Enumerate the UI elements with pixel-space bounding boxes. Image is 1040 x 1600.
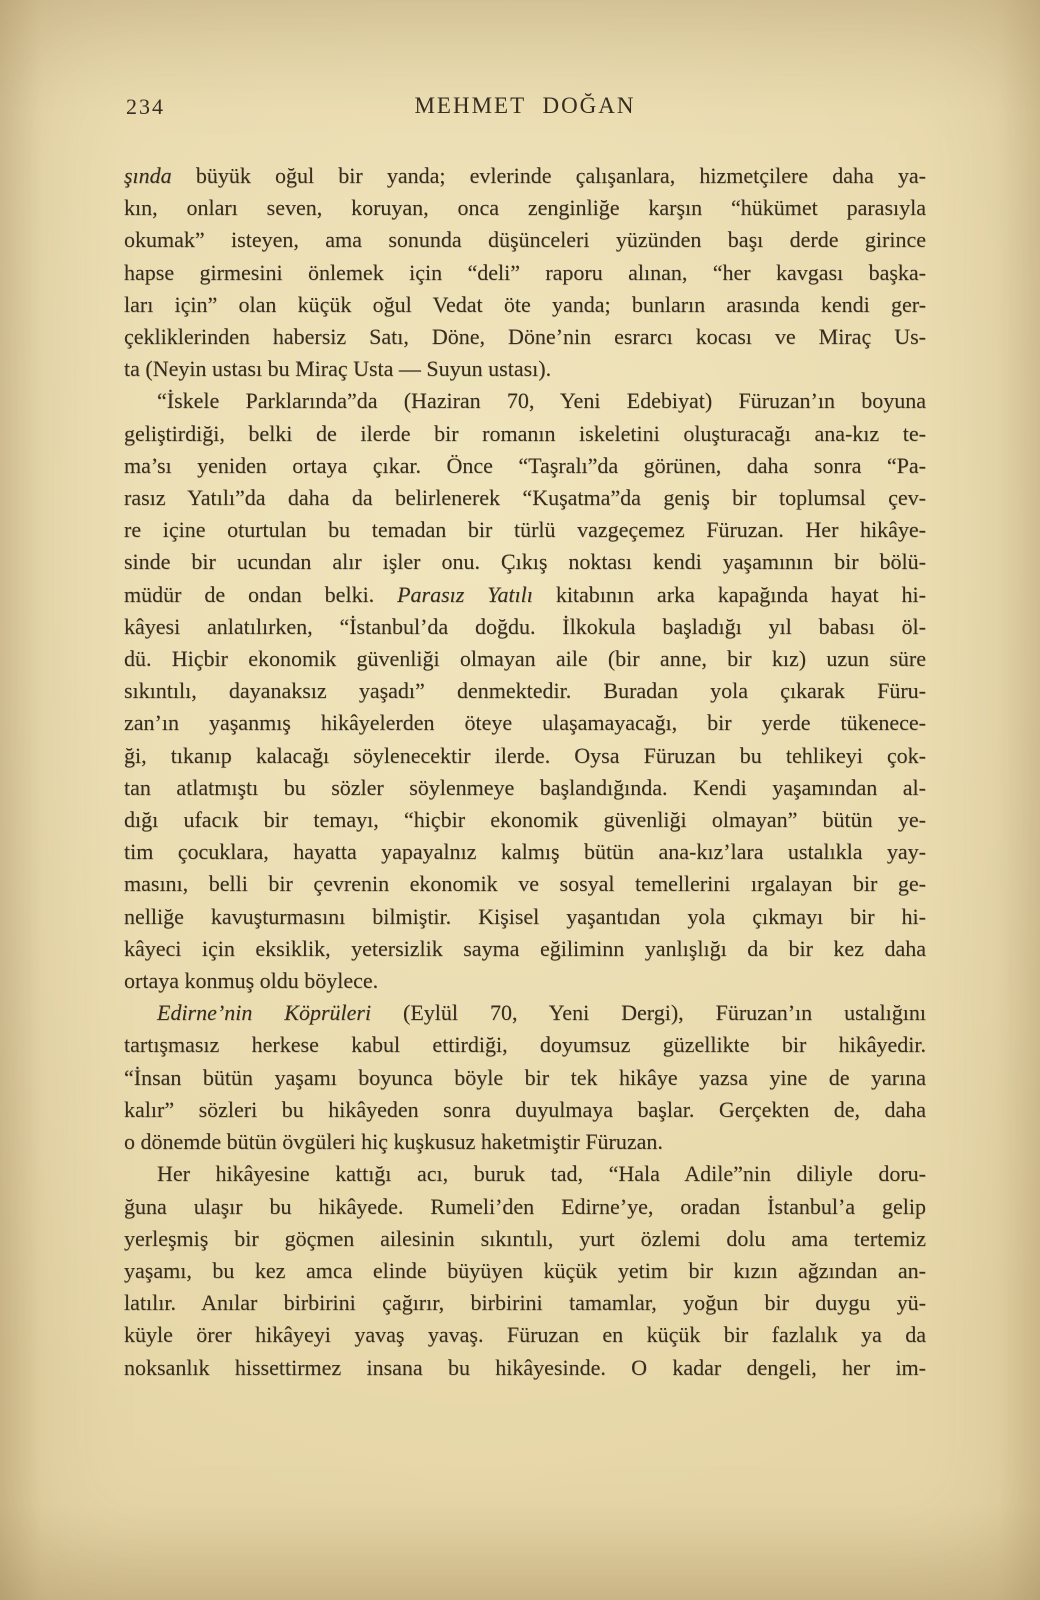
text-line bbox=[124, 289, 926, 321]
text-segment: geliştirdiği, belki de ilerde bir romanın iskeletini oluşturacağı ana-kız te- bbox=[124, 420, 926, 446]
text-segment: dü. Hiçbir ekonomik güvenliği olmayan aile (bir anne, bir kız) uzun süre bbox=[124, 646, 926, 672]
text-line bbox=[124, 321, 926, 353]
text-segment: kın, onları seven, koruyan, onca zenginliğe karşın “hükümet parasıyla bbox=[124, 195, 926, 221]
text-line bbox=[124, 257, 926, 289]
text-segment: “İskele Parklarında”da (Haziran 70, Yeni Edebiyat) Füruzan’ın boyuna bbox=[157, 388, 926, 414]
text-segment: tim çocuklara, hayatta yapayalnız kalmış bütün ana-kız’lara ustalıkla yay- bbox=[124, 839, 926, 865]
text-line bbox=[124, 1352, 926, 1384]
text-segment: ortaya konmuş oldu böylece. bbox=[124, 968, 379, 994]
text-segment: kâyeci için eksiklik, yetersizlik sayma eğiliminn yanlışlığı da bir kez daha bbox=[124, 935, 926, 961]
text-segment: müdür de ondan belki. bbox=[124, 581, 398, 607]
text-segment: sıkıntılı, dayanaksız yaşadı” denmektedir. Buradan yola çıkarak Füru- bbox=[124, 678, 926, 704]
paragraph bbox=[124, 1158, 926, 1383]
text-segment: tartışmasız herkese kabul ettirdiği, doyumsuz güzellikte bir hikâyedir. bbox=[124, 1032, 926, 1058]
text-line bbox=[124, 901, 926, 933]
text-segment: ği, tıkanıp kalacağı söylenecektir ilerde. Oysa Füruzan bu tehlikeyi çok- bbox=[124, 742, 926, 768]
text-segment: kâyesi anlatılırken, “İstanbul’da doğdu. İlkokula başladığı yıl babası öl- bbox=[124, 613, 926, 639]
text-segment: büyük oğul bir yanda; evlerinde çalışanlara, hizmetçilere daha ya- bbox=[171, 163, 926, 188]
paragraph bbox=[124, 997, 926, 1158]
text-segment: noksanlık hissettirmez insana bu hikâyesinde. O kadar dengeli, her im- bbox=[124, 1354, 926, 1380]
italic-text-segment: Parasız Yatılı bbox=[397, 581, 533, 607]
text-line bbox=[124, 579, 926, 611]
text-segment: re içine oturtulan bu temadan bir türlü vazgeçemez Füruzan. Her hikâye- bbox=[124, 517, 926, 543]
text-line bbox=[124, 1319, 926, 1351]
paragraph bbox=[124, 160, 926, 385]
text-line bbox=[124, 836, 926, 868]
text-line bbox=[124, 385, 926, 417]
page-number: 234 bbox=[126, 94, 165, 119]
italic-text-segment: Edirne’nin Köprüleri bbox=[157, 1000, 372, 1026]
text-line bbox=[124, 1029, 926, 1061]
text-segment: (Eylül 70, Yeni Dergi), Füruzan’ın ustalığını bbox=[371, 1000, 926, 1026]
text-line bbox=[124, 192, 926, 224]
text-line bbox=[124, 546, 926, 578]
text-line bbox=[124, 224, 926, 256]
text-segment: o dönemde bütün övgüleri hiç kuşkusuz haketmiştir Füruzan. bbox=[124, 1129, 663, 1155]
text-line bbox=[124, 1255, 926, 1287]
text-line bbox=[124, 611, 926, 643]
text-segment: yaşamı, bu kez amca elinde büyüyen küçük yetim bir kızın ağzından an- bbox=[124, 1257, 926, 1283]
text-line bbox=[124, 482, 926, 514]
paragraph bbox=[124, 385, 926, 997]
text-line bbox=[124, 514, 926, 546]
running-header-title: MEHMET DOĞAN bbox=[414, 93, 636, 118]
text-segment: kalır” sözleri bu hikâyeden sonra duyulmaya başlar. Gerçekten de, daha bbox=[124, 1096, 926, 1122]
text-line bbox=[124, 1223, 926, 1255]
text-line bbox=[124, 997, 926, 1029]
text-line bbox=[124, 707, 926, 739]
page-body-text bbox=[124, 160, 926, 1384]
text-line bbox=[124, 965, 926, 997]
text-line bbox=[124, 1158, 926, 1190]
text-segment: Her hikâyesine kattığı acı, buruk tad, “Hala Adile”nin diliyle doru- bbox=[157, 1161, 926, 1187]
text-line bbox=[124, 772, 926, 804]
text-segment: latılır. Anılar birbirini çağırır, birbirini tamamlar, yoğun bir duygu yü- bbox=[124, 1290, 926, 1316]
text-segment: “İnsan bütün yaşamı boyunca böyle bir tek hikâye yazsa yine de yarına bbox=[124, 1064, 926, 1090]
text-segment: dığı ufacık bir temayı, “hiçbir ekonomik güvenliği olmayan” bütün ye- bbox=[124, 807, 926, 833]
text-segment: ta (Neyin ustası bu Miraç Usta — Suyun ustası). bbox=[124, 356, 552, 382]
text-line bbox=[124, 160, 926, 192]
text-segment: zan’ın yaşanmış hikâyelerden öteye ulaşamayacağı, bir yerde tükenece- bbox=[124, 710, 926, 736]
text-line bbox=[124, 740, 926, 772]
text-segment: çekliklerinden habersiz Satı, Döne, Döne’nin esrarcı kocası ve Miraç Us- bbox=[124, 324, 926, 350]
text-segment: sinde bir ucundan alır işler onu. Çıkış noktası kendi yaşamının bir bölü- bbox=[124, 549, 926, 575]
text-line bbox=[124, 675, 926, 707]
text-segment: ları için” olan küçük oğul Vedat öte yanda; bunların arasında kendi ger- bbox=[124, 291, 926, 317]
text-line bbox=[124, 643, 926, 675]
text-line bbox=[124, 933, 926, 965]
text-segment: ma’sı yeniden ortaya çıkar. Önce “Taşralı”da görünen, daha sonra “Pa- bbox=[124, 452, 926, 478]
text-line bbox=[124, 804, 926, 836]
text-line bbox=[124, 353, 926, 385]
text-line bbox=[124, 1126, 926, 1158]
text-segment: nelliğe kavuşturmasını bilmiştir. Kişisel yaşantıdan yola çıkmayı bir hi- bbox=[124, 903, 926, 929]
text-line bbox=[124, 1094, 926, 1126]
text-segment: masını, belli bir çevrenin ekonomik ve sosyal temellerini ırgalayan bir ge- bbox=[124, 871, 926, 897]
text-segment: tan atlatmıştı bu sözler söylenmeye başlandığında. Kendi yaşamından al- bbox=[124, 774, 926, 800]
text-line bbox=[124, 1062, 926, 1094]
text-line bbox=[124, 868, 926, 900]
text-line bbox=[124, 1287, 926, 1319]
text-segment: rasız Yatılı”da daha da belirlenerek “Kuşatma”da geniş bir toplumsal çev- bbox=[124, 485, 926, 511]
text-segment: yerleşmiş bir göçmen ailesinin sıkıntılı, yurt özlemi dolu ama tertemiz bbox=[124, 1225, 926, 1251]
text-line bbox=[124, 418, 926, 450]
text-segment: ğuna ulaşır bu hikâyede. Rumeli’den Edirne’ye, oradan İstanbul’a gelip bbox=[124, 1193, 926, 1219]
page-header bbox=[124, 93, 926, 119]
text-line bbox=[124, 450, 926, 482]
text-segment: kitabının arka kapağında hayat hi- bbox=[532, 581, 926, 607]
text-segment: hapse girmesini önlemek için “deli” raporu alınan, “her kavgası başka- bbox=[124, 259, 926, 285]
text-segment: küyle örer hikâyeyi yavaş yavaş. Füruzan en küçük bir fazlalık ya da bbox=[124, 1322, 926, 1348]
text-segment: okumak” isteyen, ama sonunda düşünceleri yüzünden başı derde girince bbox=[124, 227, 926, 253]
text-line bbox=[124, 1191, 926, 1223]
italic-text-segment: şında bbox=[124, 163, 172, 188]
